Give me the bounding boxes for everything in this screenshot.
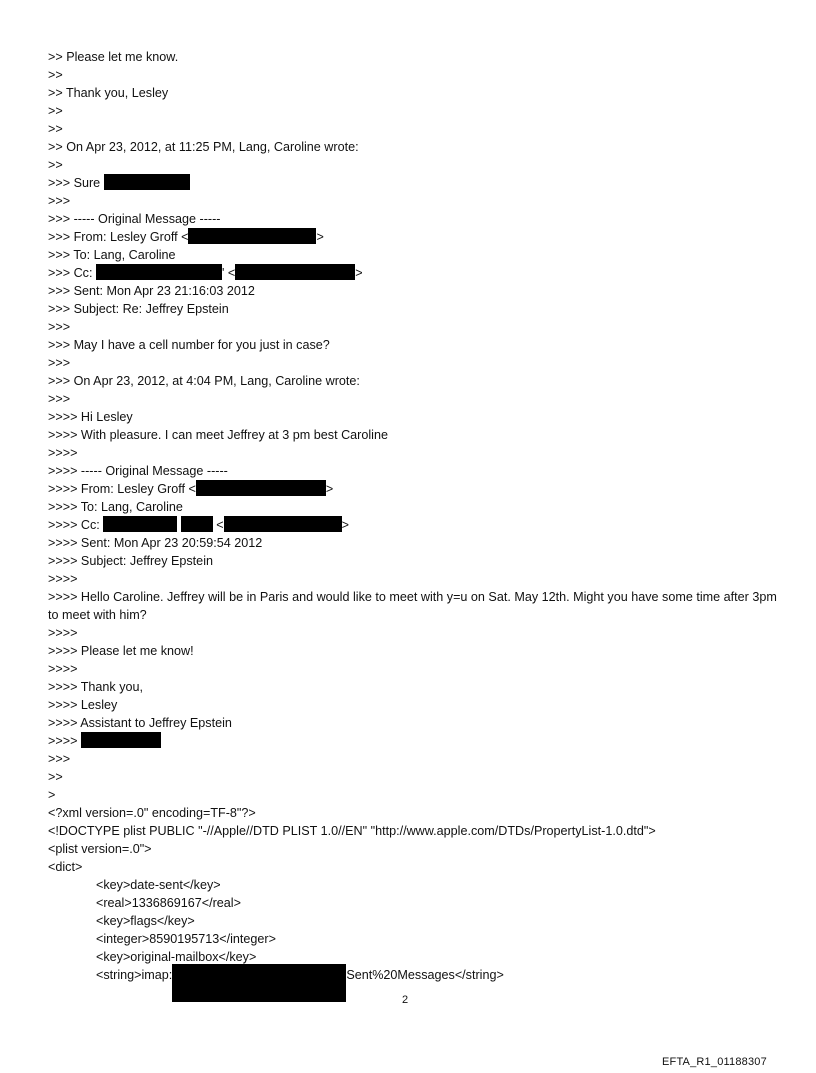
line-text: >>> Cc:: [48, 266, 96, 280]
quoted-line: [48, 732, 788, 750]
subject-line: >>> Subject: Re: Jeffrey Epstein: [48, 302, 229, 316]
from-line: [48, 228, 788, 246]
redaction-box: [96, 264, 222, 280]
line-text: >>>>: [48, 734, 81, 748]
xml-declaration: <?xml version=.0" encoding=TF-8"?>: [48, 806, 256, 820]
quoted-line: >>>> Lesley: [48, 698, 118, 712]
cc-line: [48, 516, 788, 534]
line-text: >>>> Cc:: [48, 518, 104, 532]
plist-key-line: <key>original-mailbox</key>: [96, 950, 257, 964]
quoted-line: >>: [48, 122, 63, 136]
quoted-line: >>>>: [48, 572, 78, 586]
redaction-box: [81, 732, 161, 748]
quoted-line: >>>: [48, 392, 71, 406]
plist-open-line: <plist version=.0">: [48, 842, 152, 856]
quoted-line: >>>> With pleasure. I can meet Jeffrey at 3 pm best Caroline: [48, 428, 388, 442]
plist-key-line: <key>date-sent</key>: [96, 878, 221, 892]
plist-value-line: [48, 966, 788, 984]
line-text: >>> Sure: [48, 176, 104, 190]
line-text: <string>imap:: [96, 968, 173, 982]
signature-line: >>>> Assistant to Jeffrey Epstein: [48, 716, 232, 730]
line-text: <: [212, 518, 224, 532]
redaction-box: [103, 516, 177, 532]
line-text: >>> From: Lesley Groff <: [48, 230, 189, 244]
quoted-line: >>>: [48, 356, 71, 370]
plist-value-line: <real>1336869167</real>: [96, 896, 241, 910]
quoted-line: >>: [48, 68, 63, 82]
redaction-box: [104, 174, 190, 190]
redaction-box: [188, 228, 316, 244]
reply-header-line: >> On Apr 23, 2012, at 11:25 PM, Lang, Caroline wrote:: [48, 140, 359, 154]
quoted-line: >>>>: [48, 626, 78, 640]
message-body-line: >>>> Hello Caroline. Jeffrey will be in Paris and would like to meet with y=u on Sat. May 12th. Might you have some time after 3pm to meet with him?: [48, 590, 777, 622]
quoted-line: >>>> Hi Lesley: [48, 410, 133, 424]
quoted-line: >>>> Please let me know!: [48, 644, 194, 658]
original-message-line: >>>> ----- Original Message -----: [48, 464, 228, 478]
plist-key-line: <key>flags</key>: [96, 914, 195, 928]
line-text: >: [355, 266, 363, 280]
quoted-line: >> Thank you, Lesley: [48, 86, 169, 100]
quoted-line: >>: [48, 104, 63, 118]
cc-line: [48, 264, 788, 282]
sent-line: >>> Sent: Mon Apr 23 21:16:03 2012: [48, 284, 255, 298]
to-line: >>>> To: Lang, Caroline: [48, 500, 183, 514]
line-text: >: [341, 518, 350, 532]
email-document: [48, 48, 788, 984]
line-text: >: [325, 482, 334, 496]
quoted-line: [48, 174, 788, 192]
quoted-line: >>>: [48, 320, 71, 334]
redaction-box: [235, 264, 355, 280]
from-line: [48, 480, 788, 498]
quoted-line: >>>>: [48, 662, 78, 676]
doctype-line: <!DOCTYPE plist PUBLIC "-//Apple//DTD PLIST 1.0//EN" "http://www.apple.com/DTDs/PropertyList-1.0.dtd">: [48, 824, 656, 838]
reply-header-line: >>> On Apr 23, 2012, at 4:04 PM, Lang, Caroline wrote:: [48, 374, 360, 388]
dict-open-line: <dict>: [48, 860, 83, 874]
original-message-line: >>> ----- Original Message -----: [48, 212, 221, 226]
quoted-line: >: [48, 788, 56, 802]
line-text: >: [316, 230, 324, 244]
quoted-line: >>>: [48, 194, 71, 208]
bates-number: EFTA_R1_01188307: [662, 1056, 767, 1068]
redaction-box: [196, 480, 326, 496]
quoted-line: >>: [48, 770, 63, 784]
quoted-line: >> Please let me know.: [48, 50, 179, 64]
quoted-line: >>>> Thank you,: [48, 680, 143, 694]
page-number: 2: [402, 994, 409, 1006]
to-line: >>> To: Lang, Caroline: [48, 248, 176, 262]
line-text: >>>> From: Lesley Groff <: [48, 482, 196, 496]
quoted-line: >>>>: [48, 446, 78, 460]
quoted-line: >>> May I have a cell number for you just in case?: [48, 338, 330, 352]
redaction-box: [224, 516, 342, 532]
line-text: ' <: [221, 266, 236, 280]
redaction-box: [172, 964, 346, 1002]
line-text: Sent%20Messages</string>: [346, 968, 504, 982]
quoted-line: >>: [48, 158, 63, 172]
sent-line: >>>> Sent: Mon Apr 23 20:59:54 2012: [48, 536, 263, 550]
subject-line: >>>> Subject: Jeffrey Epstein: [48, 554, 213, 568]
redaction-box: [181, 516, 213, 532]
quoted-line: >>>: [48, 752, 71, 766]
plist-value-line: <integer>8590195713</integer>: [96, 932, 276, 946]
